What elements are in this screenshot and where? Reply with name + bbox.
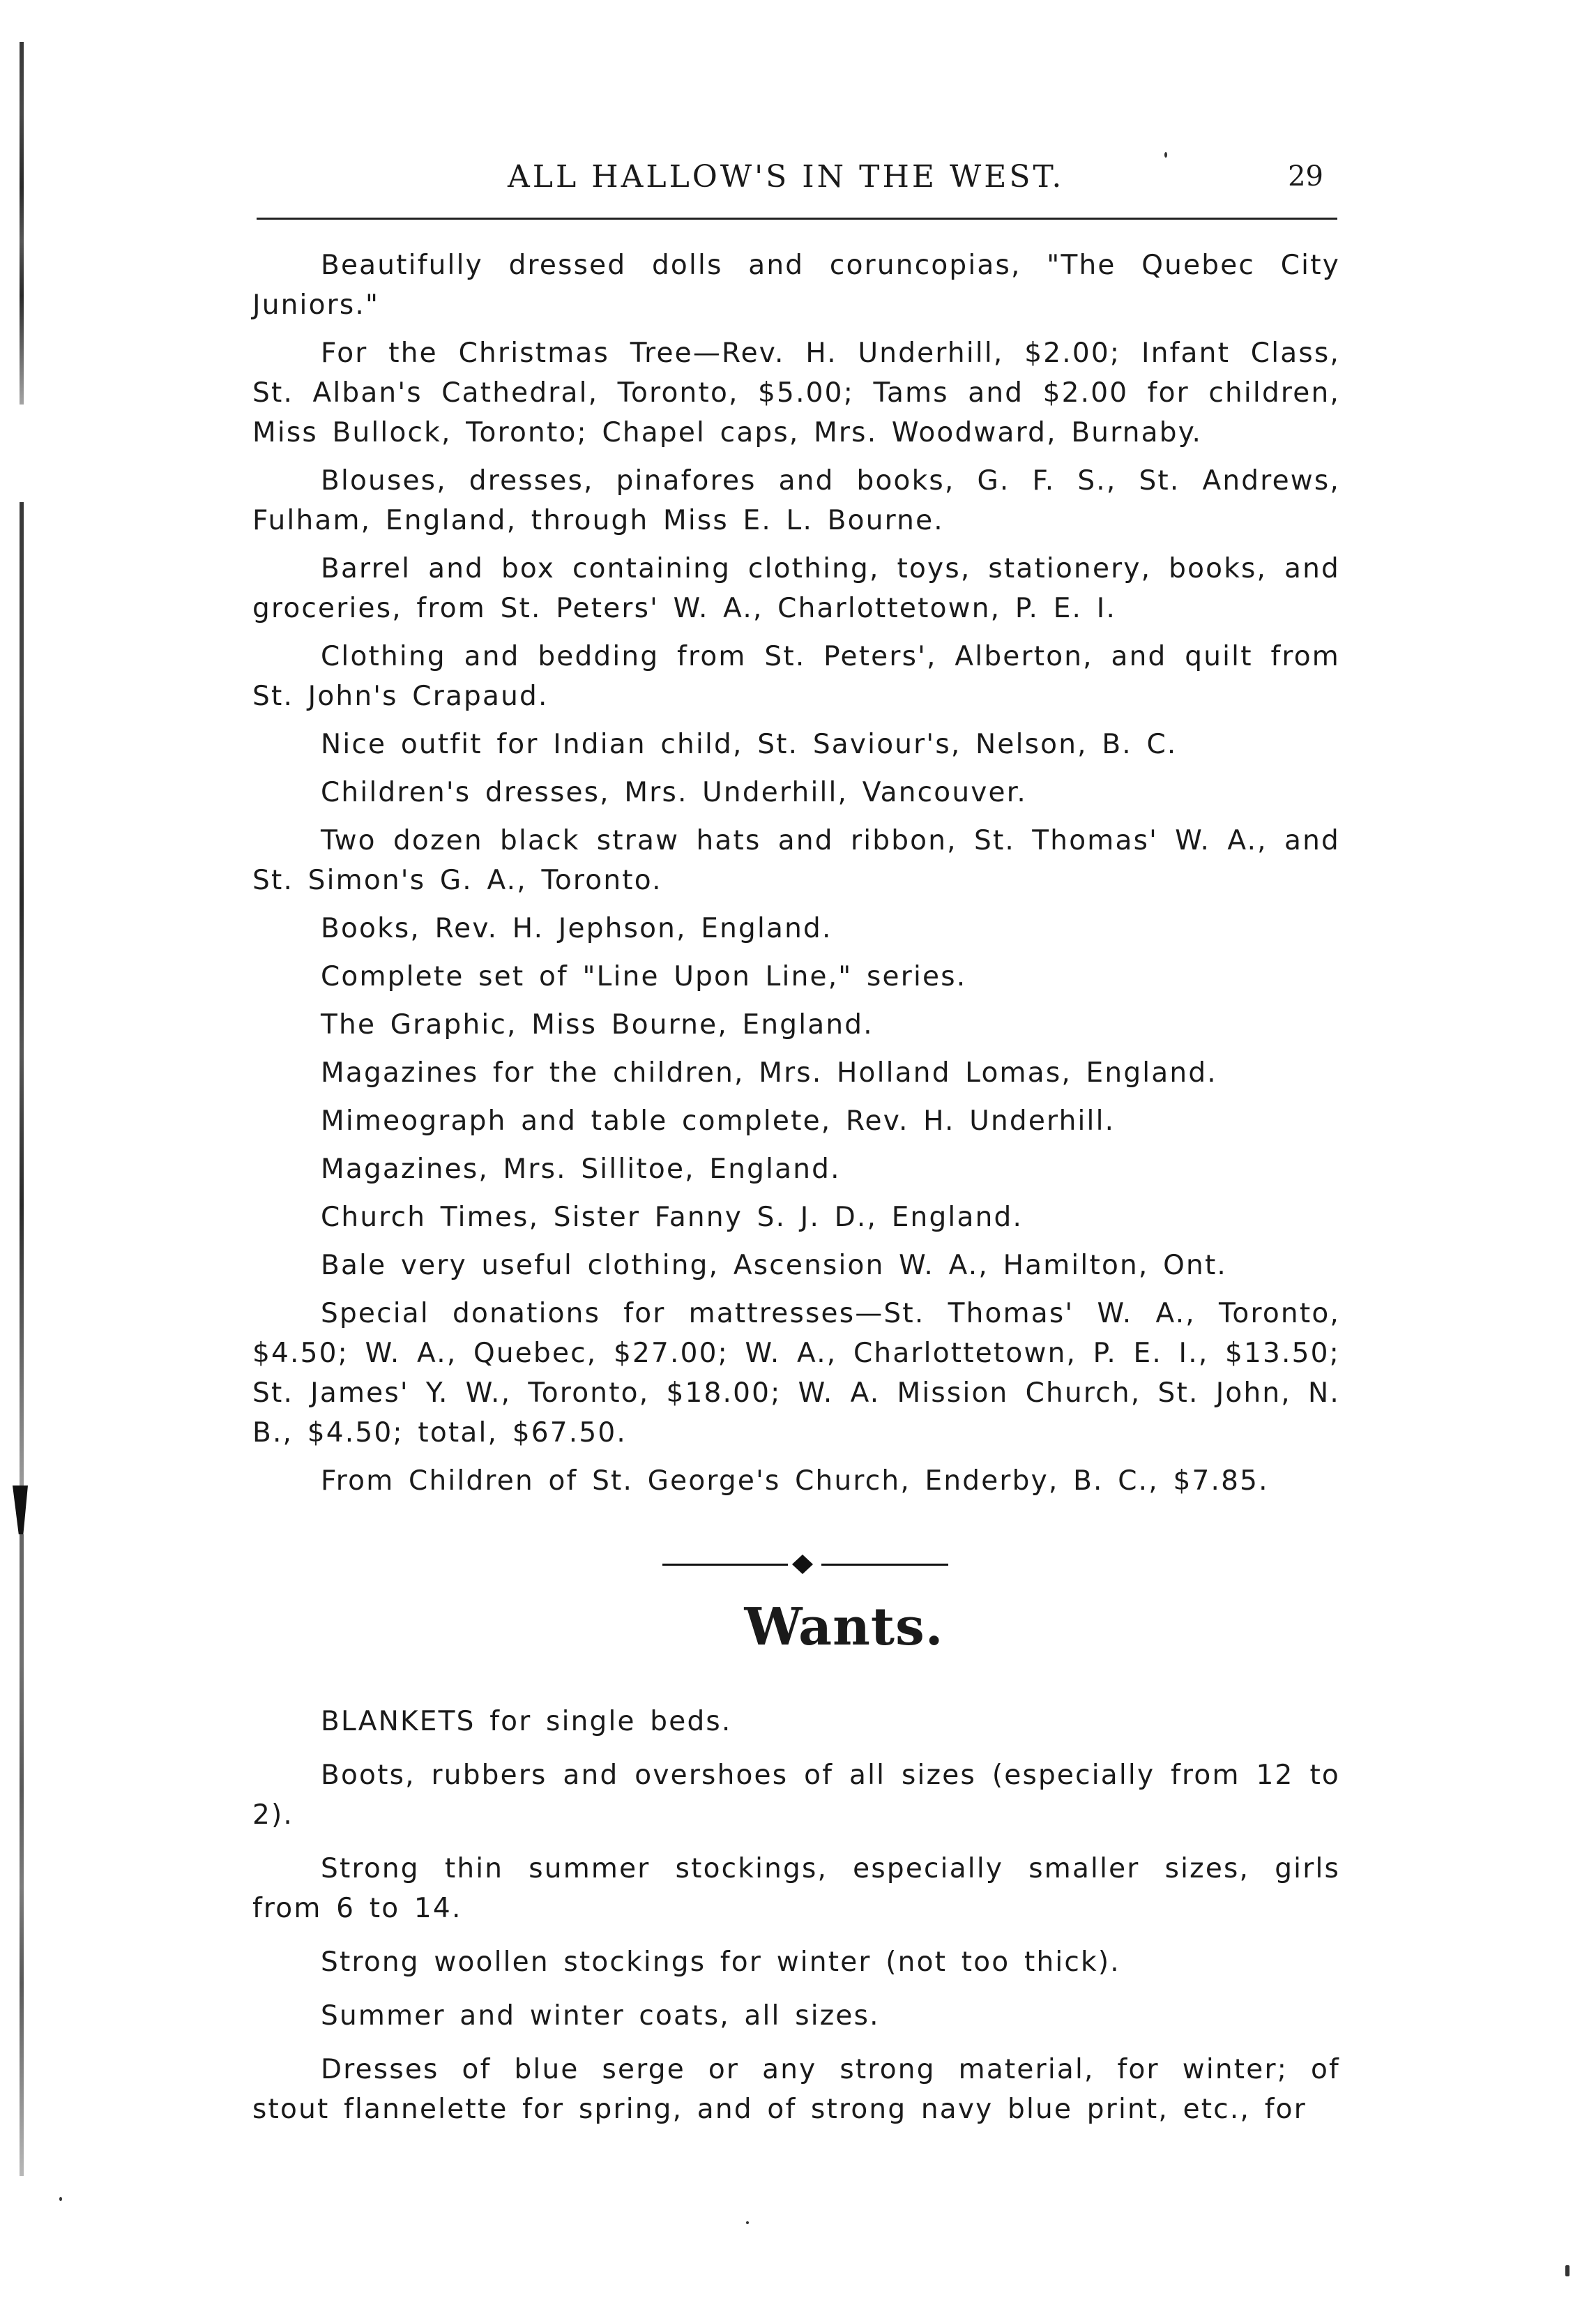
wants-item: Strong thin summer stockings, especially smaller sizes, girls from 6 to 14. [252, 1853, 1340, 1924]
scan-speck [59, 2197, 62, 2201]
page-binding-edge [20, 1534, 24, 2176]
scan-speck [1164, 152, 1167, 158]
donation-entry: Mimeograph and table complete, Rev. H. Underhill. [321, 1105, 1116, 1137]
binding-mark [13, 1486, 28, 1534]
donations-list [252, 245, 1340, 1509]
wants-list [252, 1702, 1340, 2143]
scan-speck [746, 2221, 749, 2224]
donation-entry: Complete set of "Line Upon Line," series. [321, 961, 967, 992]
donation-entry: Bale very useful clothing, Ascension W. A., Hamilton, Ont. [321, 1250, 1228, 1281]
donation-entry: Barrel and box containing clothing, toys, stationery, books, and groceries, from St. Peters' W. A., Charlottetown, P. E. I. [252, 553, 1340, 624]
wants-item: Strong woollen stockings for winter (not too thick). [321, 1947, 1120, 1978]
donation-entry: Beautifully dressed dolls and coruncopias, "The Quebec City Juniors." [252, 250, 1340, 321]
donation-entry: Books, Rev. H. Jephson, England. [321, 913, 833, 944]
donation-entry: Church Times, Sister Fanny S. J. D., England. [321, 1202, 1024, 1233]
section-divider-ornament [662, 1554, 948, 1575]
divider-line [821, 1564, 948, 1566]
donation-entry: Blouses, dresses, pinafores and books, G. F. S., St. Andrews, Fulham, England, through Miss E. L. Bourne. [252, 465, 1340, 536]
wants-item: Summer and winter coats, all sizes. [321, 2000, 880, 2032]
donation-entry: Magazines for the children, Mrs. Holland Lomas, England. [321, 1057, 1217, 1089]
diamond-icon [792, 1555, 813, 1574]
running-header [257, 159, 1337, 201]
header-rule [257, 218, 1337, 220]
wants-heading: Wants. [744, 1597, 944, 1657]
wants-item: Boots, rubbers and overshoes of all sizes (especially from 12 to 2). [252, 1760, 1340, 1831]
page-binding-edge [20, 502, 24, 1506]
donation-entry: Nice outfit for Indian child, St. Saviour's, Nelson, B. C. [321, 729, 1178, 760]
divider-line [662, 1564, 788, 1566]
donation-entry: For the Christmas Tree—Rev. H. Underhill, $2.00; Infant Class, St. Alban's Cathedral, Toronto, $5.00; Tams and $2.00 for children, Miss Bullock, Toronto; Chapel caps, Mrs. Woodward, Burnaby. [252, 338, 1340, 448]
page-number: 29 [1288, 160, 1323, 192]
donation-entry: The Graphic, Miss Bourne, England. [321, 1009, 874, 1041]
donation-entry: Children's dresses, Mrs. Underhill, Vancouver. [321, 777, 1027, 808]
scan-speck [1565, 2265, 1570, 2276]
donation-entry: Magazines, Mrs. Sillitoe, England. [321, 1154, 841, 1185]
page-binding-edge [20, 42, 24, 405]
donation-entry: Two dozen black straw hats and ribbon, St. Thomas' W. A., and St. Simon's G. A., Toronto. [252, 825, 1340, 896]
donation-entry: From Children of St. George's Church, Enderby, B. C., $7.85. [321, 1465, 1269, 1497]
wants-item: Dresses of blue serge or any strong material, for winter; of stout flannelette for spring, and of strong navy blue print, etc., for [252, 2054, 1340, 2125]
donation-entry: Special donations for mattresses—St. Thomas' W. A., Toronto, $4.50; W. A., Quebec, $27.00; W. A., Charlottetown, P. E. I., $13.50; St. James' Y. W., Toronto, $18.00; W. A. Mission Church, St. John, N. B., $4.50; total, $67.50. [252, 1298, 1340, 1449]
running-title: ALL HALLOW'S IN THE WEST. [508, 159, 1065, 195]
wants-item: BLANKETS for single beds. [321, 1706, 732, 1737]
donation-entry: Clothing and bedding from St. Peters', Alberton, and quilt from St. John's Crapaud. [252, 641, 1340, 712]
